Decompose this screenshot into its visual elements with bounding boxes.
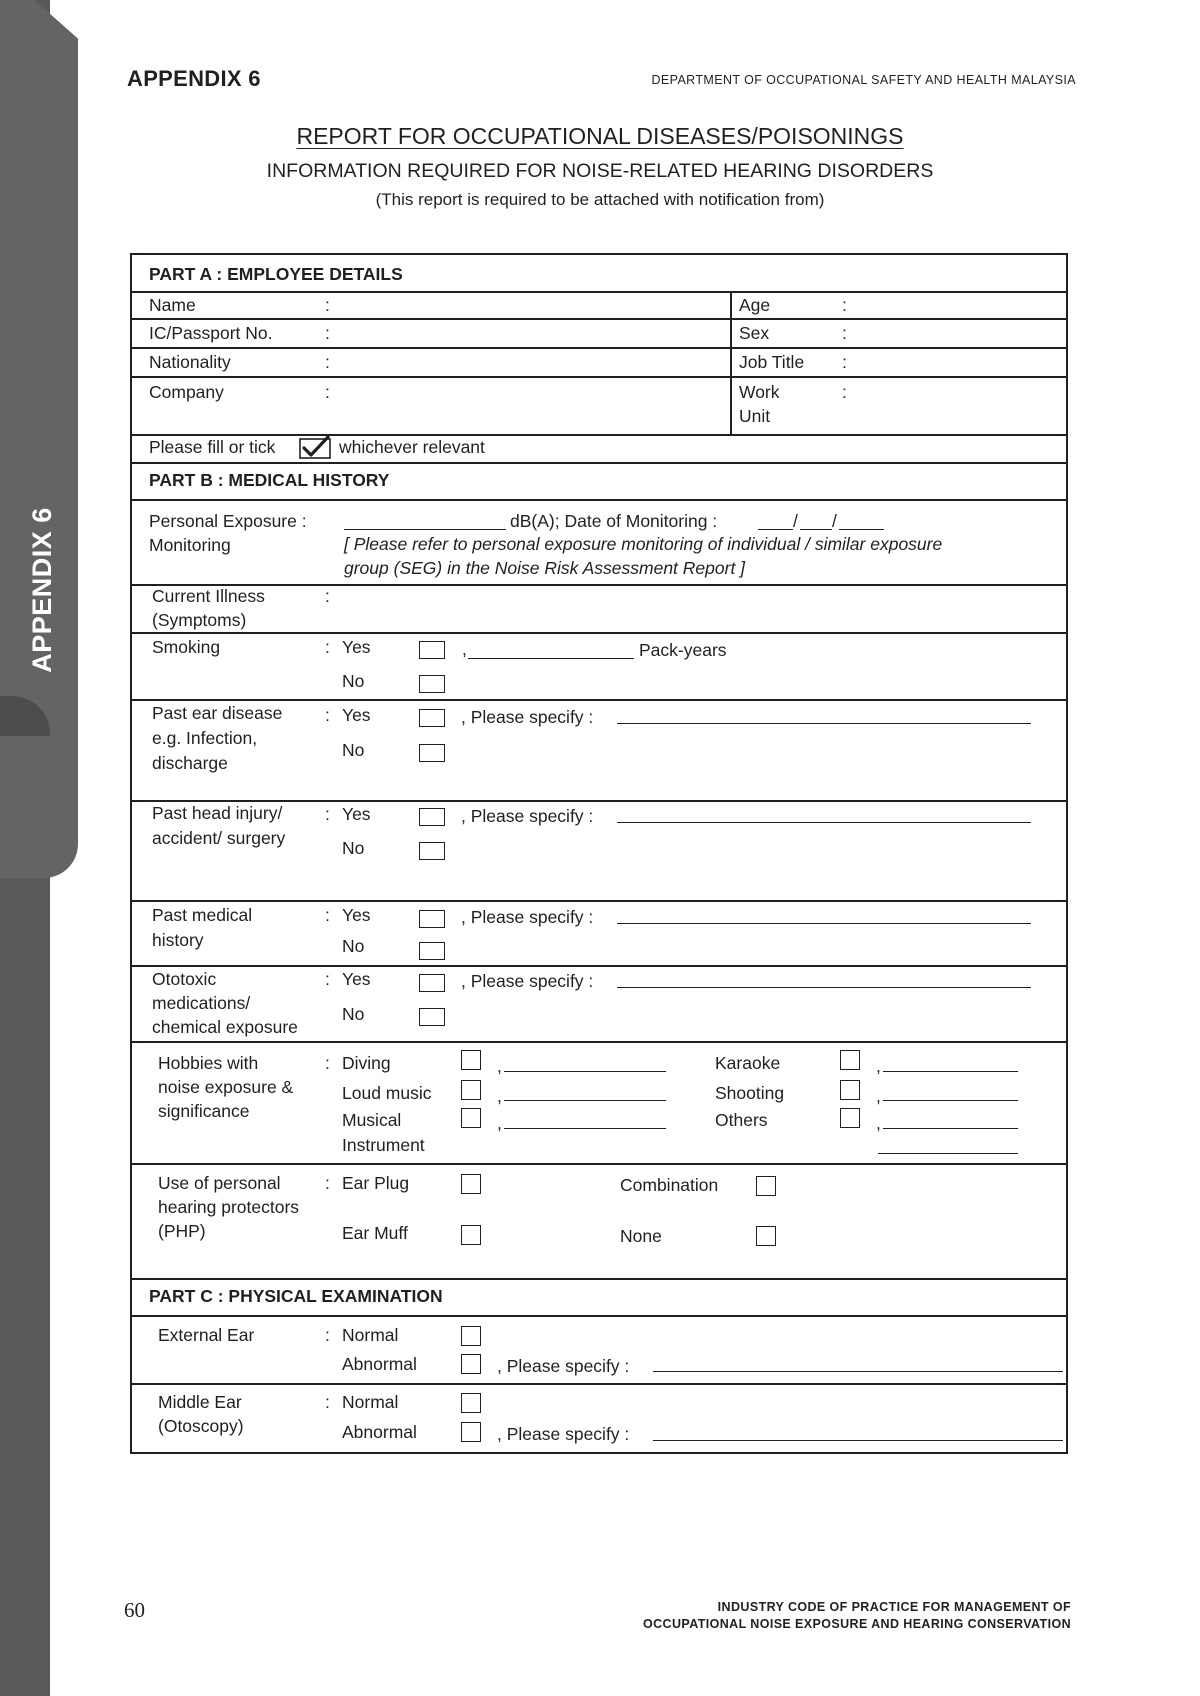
musical-label-2: Instrument (342, 1135, 425, 1155)
colon: : (325, 1392, 330, 1412)
report-title-text: REPORT FOR OCCUPATIONAL DISEASES/POISONINGS (296, 123, 904, 149)
php-label-2: hearing protectors (158, 1197, 300, 1217)
divider (132, 1383, 1066, 1385)
medical-history-specify-field[interactable] (617, 923, 1031, 924)
divider (132, 1278, 1066, 1280)
comma: , (876, 1086, 881, 1106)
php-label-3: (PHP) (158, 1221, 206, 1241)
divider (132, 318, 1066, 320)
ototoxic-no-checkbox[interactable] (419, 1008, 445, 1026)
ic-passport-label: IC/Passport No. (149, 323, 273, 343)
no-label: No (342, 838, 365, 858)
divider (132, 584, 1066, 586)
instruction-text-2: whichever relevant (339, 437, 485, 457)
report-note: (This report is required to be attached with notification from) (375, 190, 825, 209)
loud-music-field[interactable] (504, 1100, 666, 1101)
colon: : (325, 352, 330, 372)
medical-history-yes-checkbox[interactable] (419, 910, 445, 928)
none-label: None (620, 1226, 662, 1246)
divider (132, 499, 1066, 501)
exposure-unit-text: dB(A); Date of Monitoring : (510, 511, 718, 531)
exposure-note: [ Please refer to personal exposure monitoring of individual / similar exposure (344, 534, 943, 554)
ear-muff-label: Ear Muff (342, 1223, 408, 1243)
divider (132, 347, 1066, 349)
exposure-level-field[interactable] (344, 529, 506, 530)
please-specify-label: , Please specify : (461, 806, 594, 826)
comma: , (462, 639, 467, 659)
smoking-label: Smoking (152, 637, 221, 657)
others-field[interactable] (883, 1128, 1018, 1129)
appendix-tab-label: APPENDIX 6 (27, 507, 57, 673)
loud-music-checkbox[interactable] (461, 1080, 481, 1100)
please-specify-label: , Please specify : (461, 907, 594, 927)
divider (132, 1041, 1066, 1043)
shooting-checkbox[interactable] (840, 1080, 860, 1100)
instruction-text: Please fill or tick (149, 437, 276, 457)
exposure-label-2: Monitoring (149, 535, 231, 555)
please-specify-label: , Please specify : (497, 1356, 630, 1376)
ototoxic-label-2: medications/ (152, 993, 251, 1013)
colon: : (325, 905, 330, 925)
smoking-yes-checkbox[interactable] (419, 641, 445, 659)
divider (730, 291, 732, 434)
ear-muff-checkbox[interactable] (461, 1225, 481, 1245)
shooting-field[interactable] (883, 1100, 1018, 1101)
date-separator: / (832, 511, 837, 531)
smoking-no-checkbox[interactable] (419, 675, 445, 693)
comma: , (497, 1113, 502, 1133)
date-year-field[interactable] (839, 529, 884, 530)
comma: , (876, 1113, 881, 1133)
colon: : (842, 323, 847, 343)
sex-label: Sex (739, 323, 770, 343)
ototoxic-yes-checkbox[interactable] (419, 974, 445, 992)
abnormal-label: Abnormal (342, 1354, 417, 1374)
others-field-2[interactable] (878, 1153, 1018, 1154)
ototoxic-specify-field[interactable] (617, 987, 1031, 988)
abnormal-label: Abnormal (342, 1422, 417, 1442)
middle-ear-label-2: (Otoscopy) (158, 1416, 244, 1436)
loud-music-label: Loud music (342, 1083, 432, 1103)
date-day-field[interactable] (758, 529, 793, 530)
no-label: No (342, 936, 365, 956)
middle-ear-normal-checkbox[interactable] (461, 1393, 481, 1413)
ototoxic-label-3: chemical exposure (152, 1017, 298, 1037)
work-unit-label-2: Unit (739, 406, 771, 426)
colon: : (325, 637, 330, 657)
diving-label: Diving (342, 1053, 391, 1073)
colon: : (325, 382, 330, 402)
divider (132, 462, 1066, 464)
divider (132, 376, 1066, 378)
divider (132, 965, 1066, 967)
colon: : (325, 1173, 330, 1193)
comma: , (497, 1056, 502, 1076)
none-checkbox[interactable] (756, 1226, 776, 1246)
external-ear-normal-checkbox[interactable] (461, 1326, 481, 1346)
nationality-label: Nationality (149, 352, 231, 372)
age-label: Age (739, 295, 771, 315)
ear-disease-label-3: discharge (152, 753, 228, 773)
yes-label: Yes (342, 969, 371, 989)
medical-history-label: Past medical (152, 905, 253, 925)
ear-disease-label: Past ear disease (152, 703, 283, 723)
please-specify-label: , Please specify : (461, 971, 594, 991)
footer-title-2: OCCUPATIONAL NOISE EXPOSURE AND HEARING CONSERVATION (642, 1617, 1071, 1631)
colon: : (325, 1053, 330, 1073)
others-checkbox[interactable] (840, 1108, 860, 1128)
yes-label: Yes (342, 804, 371, 824)
department-heading: DEPARTMENT OF OCCUPATIONAL SAFETY AND HEALTH MALAYSIA (651, 73, 1076, 87)
ear-plug-label: Ear Plug (342, 1173, 410, 1193)
karaoke-field[interactable] (883, 1071, 1018, 1072)
yes-label: Yes (342, 705, 371, 725)
hobbies-label-2: noise exposure & (158, 1077, 294, 1097)
colon: : (842, 295, 847, 315)
company-label: Company (149, 382, 224, 402)
colon: : (842, 352, 847, 372)
please-specify-label: , Please specify : (461, 707, 594, 727)
musical-instrument-field[interactable] (504, 1128, 666, 1129)
head-injury-label: Past head injury/ (152, 803, 283, 823)
ear-disease-specify-field[interactable] (617, 723, 1031, 724)
report-title (0, 123, 1200, 150)
external-ear-label: External Ear (158, 1325, 255, 1345)
ear-plug-checkbox[interactable] (461, 1174, 481, 1194)
name-label: Name (149, 295, 196, 315)
medical-history-label-2: history (152, 930, 204, 950)
combination-checkbox[interactable] (756, 1176, 776, 1196)
combination-label: Combination (620, 1175, 719, 1195)
ototoxic-label: Ototoxic (152, 969, 217, 989)
divider (132, 900, 1066, 902)
part-a-heading: PART A : EMPLOYEE DETAILS (149, 264, 403, 284)
date-month-field[interactable] (800, 529, 832, 530)
hobbies-label-3: significance (158, 1101, 250, 1121)
tick-icon (299, 435, 331, 459)
colon: : (325, 323, 330, 343)
karaoke-checkbox[interactable] (840, 1050, 860, 1070)
ear-disease-yes-checkbox[interactable] (419, 709, 445, 727)
php-label: Use of personal (158, 1173, 281, 1193)
ear-disease-no-checkbox[interactable] (419, 744, 445, 762)
divider (132, 1163, 1066, 1165)
divider (132, 291, 1066, 293)
musical-label: Musical (342, 1110, 402, 1130)
hobbies-label: Hobbies with (158, 1053, 259, 1073)
current-illness-label: Current Illness (152, 586, 265, 606)
pack-years-field[interactable] (468, 658, 634, 659)
normal-label: Normal (342, 1325, 399, 1345)
divider (132, 632, 1066, 634)
divider (132, 699, 1066, 701)
footer-title: INDUSTRY CODE OF PRACTICE FOR MANAGEMENT OF (717, 1600, 1071, 1614)
current-illness-label-2: (Symptoms) (152, 610, 247, 630)
musical-instrument-checkbox[interactable] (461, 1108, 481, 1128)
no-label: No (342, 740, 365, 760)
pack-years-label: Pack-years (639, 640, 727, 660)
diving-field[interactable] (504, 1071, 666, 1072)
middle-ear-label: Middle Ear (158, 1392, 242, 1412)
part-b-heading: PART B : MEDICAL HISTORY (149, 470, 390, 490)
karaoke-label: Karaoke (715, 1053, 781, 1073)
comma: , (876, 1056, 881, 1076)
medical-history-no-checkbox[interactable] (419, 942, 445, 960)
date-separator: / (793, 511, 798, 531)
no-label: No (342, 1004, 365, 1024)
job-title-label: Job Title (739, 352, 805, 372)
colon: : (325, 1325, 330, 1345)
middle-ear-specify-field[interactable] (653, 1440, 1063, 1441)
divider (132, 1315, 1066, 1317)
report-subtitle: INFORMATION REQUIRED FOR NOISE-RELATED HEARING DISORDERS (266, 160, 934, 182)
appendix-heading: APPENDIX 6 (127, 66, 261, 91)
head-injury-no-checkbox[interactable] (419, 842, 445, 860)
colon: : (325, 969, 330, 989)
exposure-label: Personal Exposure : (149, 511, 307, 531)
colon: : (842, 382, 847, 402)
diving-checkbox[interactable] (461, 1050, 481, 1070)
exposure-note-2: group (SEG) in the Noise Risk Assessment Report ] (344, 558, 746, 578)
colon: : (325, 804, 330, 824)
normal-label: Normal (342, 1392, 399, 1412)
head-injury-yes-checkbox[interactable] (419, 808, 445, 826)
please-specify-label: , Please specify : (497, 1424, 630, 1444)
page-number: 60 (124, 1598, 145, 1622)
head-injury-specify-field[interactable] (617, 822, 1031, 823)
part-c-heading: PART C : PHYSICAL EXAMINATION (149, 1286, 443, 1306)
others-label: Others (715, 1110, 768, 1130)
colon: : (325, 295, 330, 315)
shooting-label: Shooting (715, 1083, 785, 1103)
yes-label: Yes (342, 637, 371, 657)
report-form (130, 253, 1068, 1454)
comma: , (497, 1086, 502, 1106)
work-unit-label: Work (739, 382, 780, 402)
ear-disease-label-2: e.g. Infection, (152, 728, 258, 748)
no-label: No (342, 671, 365, 691)
external-ear-specify-field[interactable] (653, 1371, 1063, 1372)
head-injury-label-2: accident/ surgery (152, 828, 286, 848)
middle-ear-abnormal-checkbox[interactable] (461, 1422, 481, 1442)
colon: : (325, 705, 330, 725)
external-ear-abnormal-checkbox[interactable] (461, 1354, 481, 1374)
colon: : (325, 586, 330, 606)
yes-label: Yes (342, 905, 371, 925)
